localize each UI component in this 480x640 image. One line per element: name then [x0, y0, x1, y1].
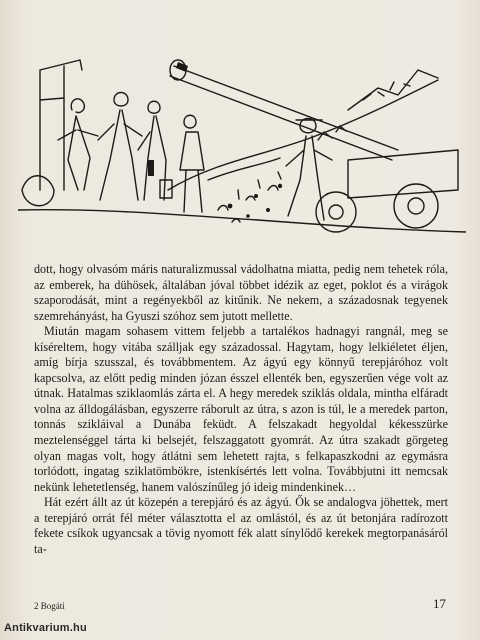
- paragraph: dott, hogy olvasóm máris naturalizmussal vádolhatna miatta, pedig nem tehetek róla, az emberek, ha dühösek, általában jóval többet idézik az eget, poklot és a virágok szaporodását, mint a regényekből az kitűnik. Ne nekem, a századosnak tegyenek szemrehányást, ha Gyuszi szóhoz sem jutott mellette.: [34, 262, 448, 323]
- signature-mark: 2 Bogáti: [34, 601, 65, 611]
- body-text: [34, 262, 448, 557]
- paragraph: Miután magam sohasem vittem feljebb a tartalékos hadnagyi rangnál, meg se kíséreltem, hogy vitába szálljak egy századossal. Hagytam, hogy lelkiéletet éljen, amíg bírja szusszal, és továbbmentem. Az ágyú egy könnyű terepjáróhoz volt kapcsolva, az előtt pedig minden józan ésszel ellenték ben, egyszerűen vége volt az útnak. Hatalmas sziklaomlás zárta el. A hegy meredek sziklás oldala, mintha elfáradt volna az álldogálásban, egyszerre ráborult az útra, s azon is túl, le a meredek parton, tonnás szikláival a Dunába feküdt. A felszakadt hegyoldal kékesszürke meztelenséggel tárta ki belsejét, felszaggatott gyomrát. Az útra szakadt görgeteg olyan magas volt, hogy átlátni sem lehetett rajta, s felkapaszkodni az egymásra torlódott, ingatag sziklatömbökre, istenkísértés lett volna. Továbbjutni itt nemcsak nekünk lehetetlenség, hanem valószínűleg jó ideig mindenkinek…: [34, 324, 448, 494]
- paragraph: Hát ezért állt az út közepén a terepjáró és az ágyú. Ők se andalogva jöhettek, mert a terepjáró orrát fél méter választotta el az omlástól, és az út betonjára radírozott fekete csíkok ugyancsak a tövig nyomott fék alatt sínylődő kerekek megtorpanásáról ta-: [34, 495, 448, 556]
- page-number: 17: [433, 596, 446, 611]
- ink-drawing: [18, 40, 466, 238]
- illustration: [18, 40, 466, 238]
- watermark: Antikvarium.hu: [4, 622, 87, 634]
